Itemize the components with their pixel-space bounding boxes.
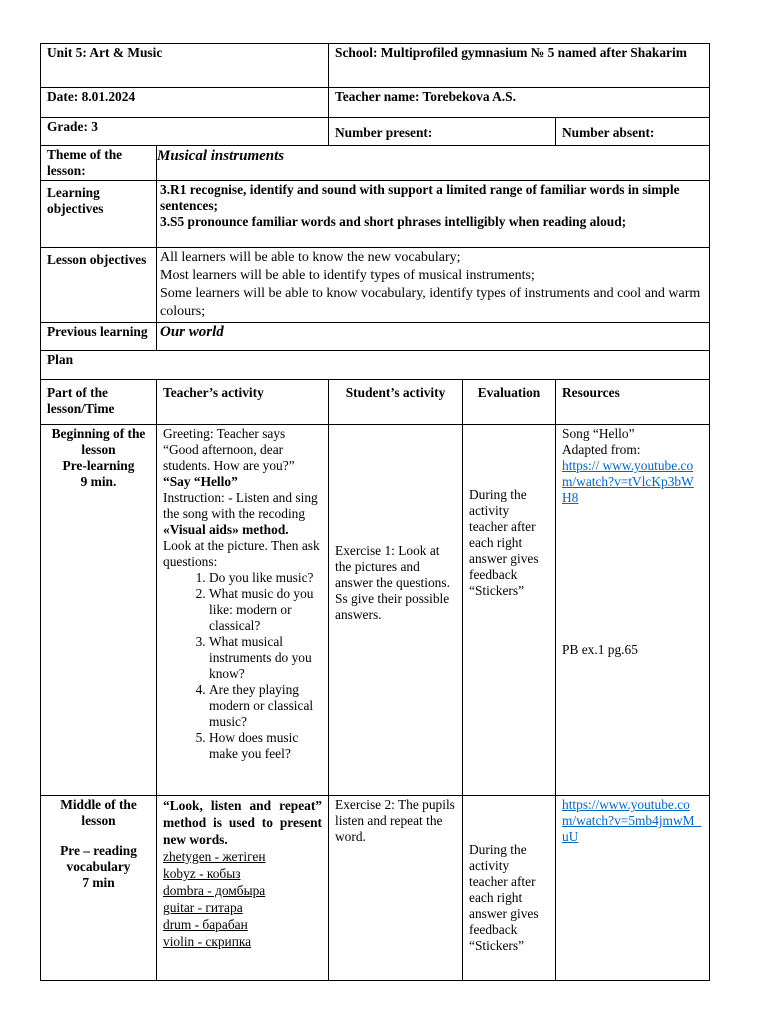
vocab-item: guitar - гитара	[163, 900, 243, 915]
number-present-cell: Number present:	[329, 118, 556, 146]
plan-heading: Plan	[41, 351, 710, 380]
part-time: 7 min	[82, 875, 115, 890]
evaluation-text: During the activity teacher after each right answer gives feedback “Stickers”	[469, 487, 539, 598]
song-text: Song “Hello”	[562, 426, 635, 441]
school-cell: School: Multiprofiled gymnasium № 5 named after Shakarim	[329, 44, 710, 88]
list-item: 2. What music do you like: modern or classical?	[209, 586, 322, 634]
table-row	[41, 425, 710, 796]
vocab-item: zhetygen - жетіген	[163, 849, 266, 864]
lesson-objectives-label: Lesson objectives	[41, 248, 157, 323]
greeting-text: Greeting: Teacher says “Good afternoon, dear students. How are you?”	[163, 426, 295, 473]
teacher-name-cell: Teacher name: Torebekova A.S.	[329, 88, 710, 118]
theme-label: Theme of the lesson:	[41, 146, 157, 181]
evaluation-cell	[463, 425, 556, 796]
previous-learning-label: Previous learning	[41, 323, 157, 351]
learning-objective-item: 3.R1 recognise, identify and sound with support a limited range of familiar words in simple sentences;	[160, 182, 680, 213]
table-row	[41, 796, 710, 981]
part-stage: Middle of the lesson	[60, 797, 137, 828]
lesson-plan-document	[40, 43, 709, 981]
number-absent-cell: Number absent:	[556, 118, 710, 146]
resources-cell	[556, 425, 710, 796]
col-header-part: Part of the lesson/Time	[41, 380, 157, 425]
col-header-teacher: Teacher’s activity	[157, 380, 329, 425]
say-hello-text: “Say “Hello”	[163, 474, 238, 489]
unit-cell: Unit 5: Art & Music	[41, 44, 329, 88]
resources-cell	[556, 796, 710, 981]
teacher-activity-cell	[157, 425, 329, 796]
list-item: 1. Do you like music?	[209, 570, 322, 586]
part-substage: Pre – reading vocabulary	[60, 843, 137, 874]
learning-objectives-value	[157, 181, 710, 248]
part-time: 9 min.	[80, 474, 117, 489]
grade-cell: Grade: 3	[41, 118, 329, 146]
date-cell: Date: 8.01.2024	[41, 88, 329, 118]
part-cell	[41, 425, 157, 796]
student-activity-cell	[329, 425, 463, 796]
lesson-objectives-value	[157, 248, 710, 323]
list-item: 5. How does music make you feel?	[209, 730, 322, 762]
look-text: Look at the picture. Then ask questions:	[163, 538, 320, 569]
vocab-item: violin - скрипка	[163, 934, 252, 949]
list-item: 4. Are they playing modern or classical music?	[209, 682, 322, 730]
youtube-link[interactable]: https:// www.youtube.com/watch?v=tVlcKp3bWH8	[562, 458, 694, 505]
part-cell	[41, 796, 157, 981]
instruction-text: Instruction: - Listen and sing the song with the recoding	[163, 490, 318, 521]
learning-objectives-label: Learning objectives	[41, 181, 157, 248]
student-activity-text: Exercise 1: Look at the pictures and answer the questions. Ss give their possible answers.	[335, 543, 450, 622]
teacher-activity-cell	[157, 796, 329, 981]
evaluation-text: During the activity teacher after each right answer gives feedback “Stickers”	[469, 842, 539, 953]
method-text: «Visual aids» method.	[163, 522, 289, 537]
part-stage: Beginning of the lesson	[51, 426, 146, 457]
youtube-link[interactable]: https://www.youtube.com/watch?v=5mb4jmwM_uU	[562, 797, 702, 844]
part-substage: Pre-learning	[62, 458, 135, 473]
method-text: “Look, listen and repeat” method is used to present new words.	[163, 798, 323, 847]
vocab-item: kobyz - кобыз	[163, 866, 241, 881]
lesson-objective-item: Most learners will be able to identify types of musical instruments;	[160, 268, 535, 283]
lesson-plan-table	[40, 43, 710, 981]
learning-objective-item: 3.S5 pronounce familiar words and short phrases intelligibly when reading aloud;	[160, 214, 627, 229]
adapted-text: Adapted from:	[562, 442, 641, 457]
col-header-student: Student’s activity	[329, 380, 463, 425]
col-header-resources: Resources	[556, 380, 710, 425]
vocab-item: dombra - домбыра	[163, 883, 266, 898]
lesson-objective-item: Some learners will be able to know vocabulary, identify types of instruments and cool and warm colours;	[160, 286, 701, 319]
vocab-item: drum - барабан	[163, 917, 248, 932]
col-header-evaluation: Evaluation	[463, 380, 556, 425]
pb-exercise-text: PB ex.1 pg.65	[562, 642, 638, 657]
lesson-objective-item: All learners will be able to know the new vocabulary;	[160, 250, 461, 265]
student-activity-cell	[329, 796, 463, 981]
list-item: 3. What musical instruments do you know?	[209, 634, 322, 682]
theme-value: Musical instruments	[157, 146, 710, 181]
previous-learning-value: Our world	[157, 323, 710, 351]
question-list	[163, 570, 322, 762]
evaluation-cell	[463, 796, 556, 981]
student-activity-text: Exercise 2: The pupils listen and repeat the word.	[335, 797, 455, 844]
